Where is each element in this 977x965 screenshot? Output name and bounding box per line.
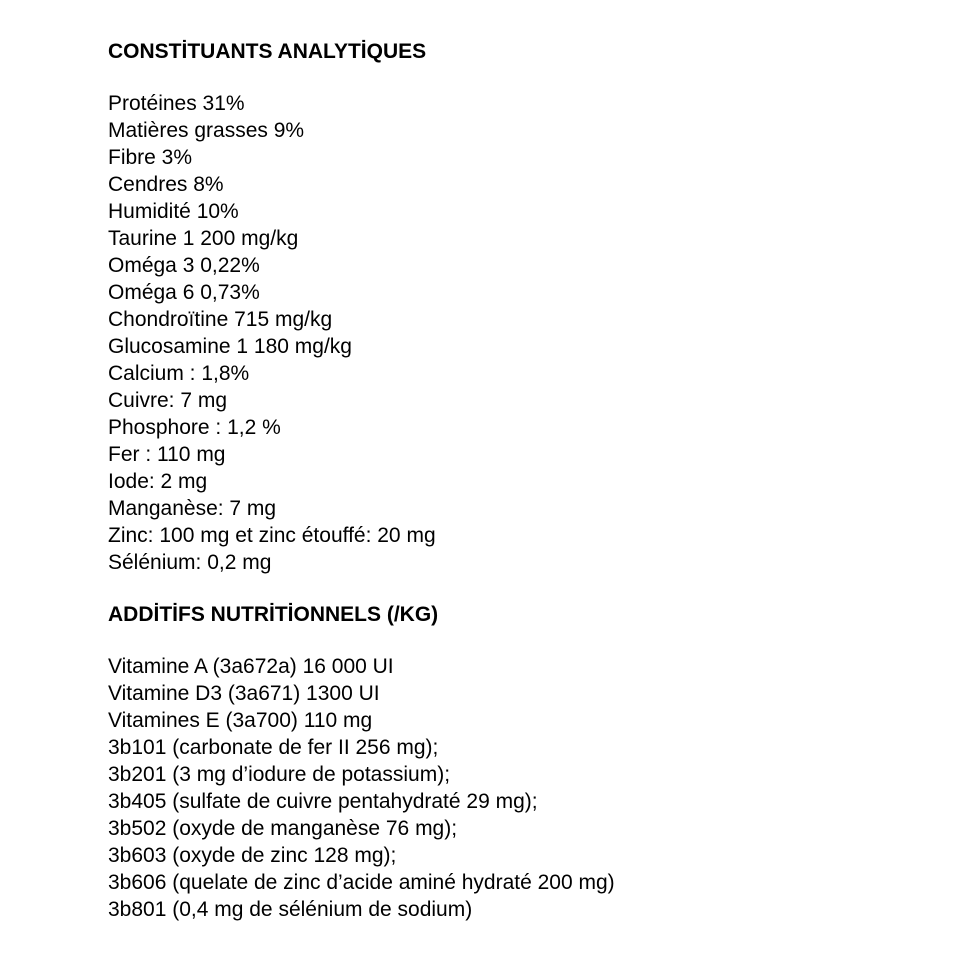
list-item: Iode: 2 mg	[108, 470, 208, 493]
list-item: Fer : 110 mg	[108, 443, 226, 466]
section-analytical-constituents	[108, 38, 948, 576]
nutritional-additives-list	[108, 653, 948, 923]
section-title: CONSTİTUANTS ANALYTİQUES	[108, 40, 427, 63]
list-item: Sélénium: 0,2 mg	[108, 551, 272, 574]
list-item: Vitamine D3 (3a671) 1300 UI	[108, 682, 380, 705]
analytical-constituents-list	[108, 90, 948, 576]
list-item: 3b405 (sulfate de cuivre pentahydraté 29 mg);	[108, 790, 538, 813]
list-item: 3b201 (3 mg d’iodure de potassium);	[108, 763, 451, 786]
list-item: Vitamines E (3a700) 110 mg	[108, 709, 373, 732]
section-nutritional-additives	[108, 601, 948, 923]
list-item: 3b603 (oxyde de zinc 128 mg);	[108, 844, 397, 867]
list-item: 3b801 (0,4 mg de sélénium de sodium)	[108, 898, 473, 921]
list-item: Chondroïtine 715 mg/kg	[108, 308, 333, 331]
list-item: Vitamine A (3a672a) 16 000 UI	[108, 655, 394, 678]
list-item: Taurine 1 200 mg/kg	[108, 227, 299, 250]
list-item: Manganèse: 7 mg	[108, 497, 277, 520]
list-item: Matières grasses 9%	[108, 119, 305, 142]
list-item: 3b101 (carbonate de fer II 256 mg);	[108, 736, 439, 759]
list-item: Cuivre: 7 mg	[108, 389, 228, 412]
list-item: Oméga 6 0,73%	[108, 281, 260, 304]
list-item: Zinc: 100 mg et zinc étouffé: 20 mg	[108, 524, 436, 547]
list-item: Cendres 8%	[108, 173, 224, 196]
list-item: Calcium : 1,8%	[108, 362, 250, 385]
document	[108, 38, 948, 923]
list-item: 3b502 (oxyde de manganèse 76 mg);	[108, 817, 458, 840]
list-item: Oméga 3 0,22%	[108, 254, 260, 277]
list-item: Humidité 10%	[108, 200, 239, 223]
section-title: ADDİTİFS NUTRİTİONNELS (/KG)	[108, 603, 439, 626]
list-item: Fibre 3%	[108, 146, 193, 169]
list-item: 3b606 (quelate de zinc d’acide aminé hydraté 200 mg)	[108, 871, 615, 894]
list-item: Glucosamine 1 180 mg/kg	[108, 335, 352, 358]
list-item: Protéines 31%	[108, 92, 245, 115]
list-item: Phosphore : 1,2 %	[108, 416, 281, 439]
